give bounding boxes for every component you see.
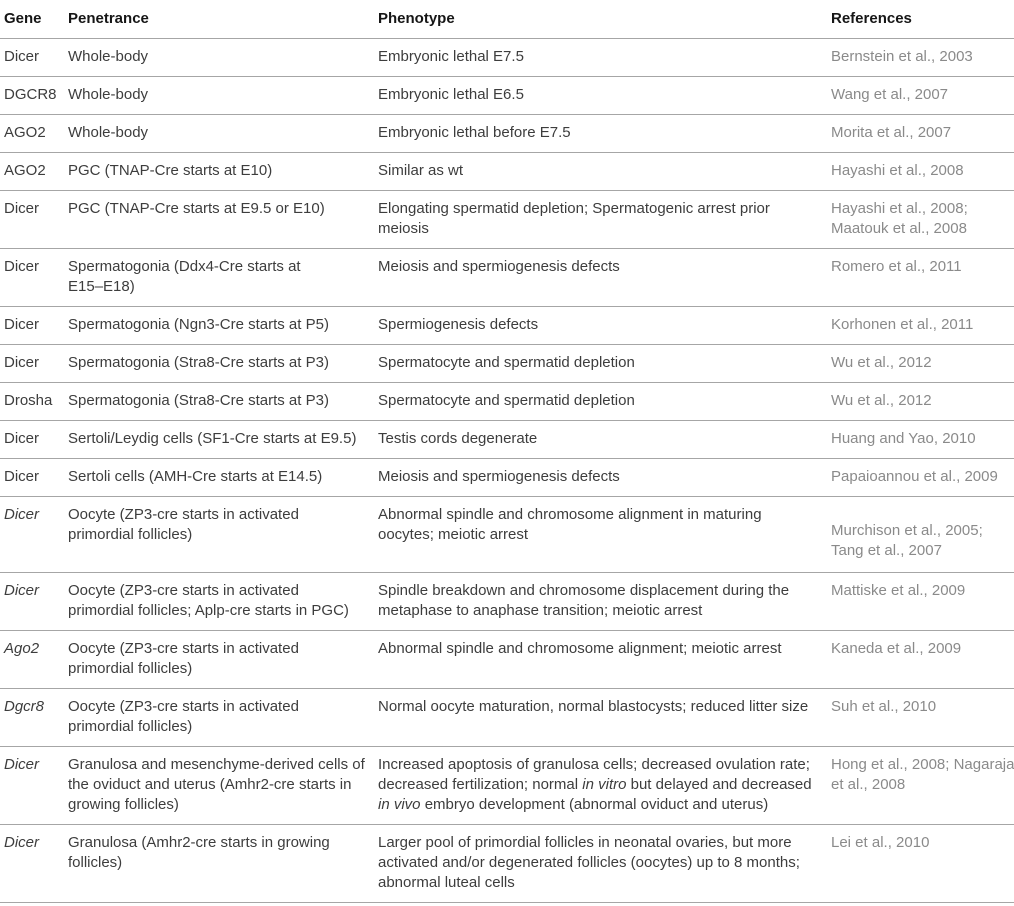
references-cell: Wang et al., 2007 [831, 86, 949, 103]
phenotype-text: Increased apoptosis of granulosa cells; decreased ovulation rate; decreased fertilization; normal [378, 756, 810, 793]
table-row [0, 39, 1014, 77]
phenotype-cell: Similar as wt [378, 162, 464, 179]
references-cell: Korhonen et al., 2011 [831, 316, 974, 333]
table-row [0, 307, 1014, 345]
references-cell: Bernstein et al., 2003 [831, 48, 973, 65]
phenotype-cell: Larger pool of primordial follicles in neonatal ovaries, but more activated and/or degenerated follicles (oocytes) up to 8 months; abnormal luteal cells [378, 834, 800, 891]
table-row [0, 115, 1014, 153]
references-cell: Lei et al., 2010 [831, 834, 930, 851]
gene-cell: Dgcr8 [4, 698, 45, 715]
penetrance-cell: Spermatogonia (Ddx4-Cre starts at E15–E18) [68, 258, 301, 295]
header-phenotype: Phenotype [378, 10, 455, 27]
references-cell: Mattiske et al., 2009 [831, 582, 966, 599]
phenotype-text: but delayed and decreased [630, 776, 812, 793]
phenotype-cell: Normal oocyte maturation, normal blastocysts; reduced litter size [378, 698, 809, 715]
gene-cell: Dicer [4, 756, 40, 773]
phenotype-cell: Elongating spermatid depletion; Spermatogenic arrest prior meiosis [378, 200, 770, 237]
header-references: References [831, 10, 912, 27]
table-header-row [0, 0, 1014, 39]
gene-cell: Dicer [4, 468, 40, 485]
penetrance-cell: Spermatogonia (Stra8-Cre starts at P3) [68, 354, 329, 371]
gene-cell: Dicer [4, 200, 40, 217]
references-cell: Hayashi et al., 2008 [831, 162, 964, 179]
phenotype-cell: Spermiogenesis defects [378, 316, 539, 333]
gene-cell: Dicer [4, 48, 40, 65]
references-cell: Hong et al., 2008; Nagaraja et al., 2008 [831, 756, 1014, 793]
references-cell: Hayashi et al., 2008; Maatouk et al., 2008 [831, 200, 968, 237]
penetrance-cell: Granulosa (Amhr2-cre starts in growing follicles) [68, 834, 330, 871]
table-row [0, 249, 1014, 307]
table-row [0, 421, 1014, 459]
header-gene: Gene [4, 10, 42, 27]
references-cell: Murchison et al., 2005; Tang et al., 2007 [831, 522, 983, 559]
penetrance-cell: Oocyte (ZP3-cre starts in activated primordial follicles; Aplp-cre starts in PGC) [68, 582, 349, 619]
references-cell: Morita et al., 2007 [831, 124, 952, 141]
references-cell: Papaioannou et al., 2009 [831, 468, 998, 485]
references-cell: Kaneda et al., 2009 [831, 640, 962, 657]
header-penetrance: Penetrance [68, 10, 149, 27]
phenotype-cell [374, 747, 827, 824]
gene-cell: DGCR8 [4, 86, 57, 103]
penetrance-cell: Sertoli cells (AMH-Cre starts at E14.5) [68, 468, 323, 485]
gene-cell: Dicer [4, 354, 40, 371]
table-row [0, 345, 1014, 383]
phenotype-cell: Spindle breakdown and chromosome displacement during the metaphase to anaphase transition; meiotic arrest [378, 582, 790, 619]
table-row [0, 497, 1014, 573]
phenotype-text-italic: in vitro [582, 776, 627, 793]
table-row [0, 153, 1014, 191]
gene-cell: AGO2 [4, 162, 46, 179]
penetrance-cell: PGC (TNAP-Cre starts at E10) [68, 162, 273, 179]
phenotype-cell: Abnormal spindle and chromosome alignment; meiotic arrest [378, 640, 782, 657]
phenotype-cell: Meiosis and spermiogenesis defects [378, 468, 620, 485]
penetrance-cell: Sertoli/Leydig cells (SF1-Cre starts at E9.5) [68, 430, 357, 447]
references-cell: Huang and Yao, 2010 [831, 430, 976, 447]
phenotype-cell: Embryonic lethal before E7.5 [378, 124, 571, 141]
phenotype-cell: Spermatocyte and spermatid depletion [378, 392, 635, 409]
table-row [0, 459, 1014, 497]
references-cell: Wu et al., 2012 [831, 354, 932, 371]
penetrance-cell: Spermatogonia (Stra8-Cre starts at P3) [68, 392, 329, 409]
table-row [0, 573, 1014, 631]
gene-cell: AGO2 [4, 124, 46, 141]
phenotype-cell: Meiosis and spermiogenesis defects [378, 258, 620, 275]
references-cell: Suh et al., 2010 [831, 698, 937, 715]
penetrance-cell: Granulosa and mesenchyme-derived cells of the oviduct and uterus (Amhr2-cre starts in growing follicles) [68, 756, 365, 813]
penetrance-cell: Spermatogonia (Ngn3-Cre starts at P5) [68, 316, 329, 333]
references-cell: Wu et al., 2012 [831, 392, 932, 409]
gene-cell: Dicer [4, 430, 40, 447]
table-row [0, 631, 1014, 689]
table-row [0, 191, 1014, 249]
references-cell: Romero et al., 2011 [831, 258, 962, 275]
penetrance-cell: Whole-body [68, 48, 149, 65]
phenotype-cell: Abnormal spindle and chromosome alignment in maturing oocytes; meiotic arrest [378, 506, 762, 543]
phenotype-cell: Testis cords degenerate [378, 430, 538, 447]
gene-cell: Dicer [4, 582, 40, 599]
penetrance-cell: Whole-body [68, 86, 149, 103]
table-row [0, 383, 1014, 421]
gene-cell: Dicer [4, 316, 40, 333]
penetrance-cell: PGC (TNAP-Cre starts at E9.5 or E10) [68, 200, 325, 217]
phenotype-cell: Spermatocyte and spermatid depletion [378, 354, 635, 371]
table-row [0, 689, 1014, 747]
phenotype-text-italic: in vivo [378, 796, 421, 813]
table-row [0, 77, 1014, 115]
table-row [0, 825, 1014, 903]
gene-cell: Dicer [4, 506, 40, 523]
gene-cell: Drosha [4, 392, 53, 409]
penetrance-cell: Oocyte (ZP3-cre starts in activated primordial follicles) [68, 698, 299, 735]
penetrance-cell: Whole-body [68, 124, 149, 141]
gene-cell: Ago2 [4, 640, 40, 657]
gene-cell: Dicer [4, 258, 40, 275]
penetrance-cell: Oocyte (ZP3-cre starts in activated primordial follicles) [68, 506, 299, 543]
phenotype-cell: Embryonic lethal E7.5 [378, 48, 524, 65]
penetrance-cell: Oocyte (ZP3-cre starts in activated primordial follicles) [68, 640, 299, 677]
gene-cell: Dicer [4, 834, 40, 851]
table-row [0, 747, 1014, 825]
phenotype-text: embryo development (abnormal oviduct and uterus) [420, 796, 769, 813]
phenotype-cell: Embryonic lethal E6.5 [378, 86, 524, 103]
